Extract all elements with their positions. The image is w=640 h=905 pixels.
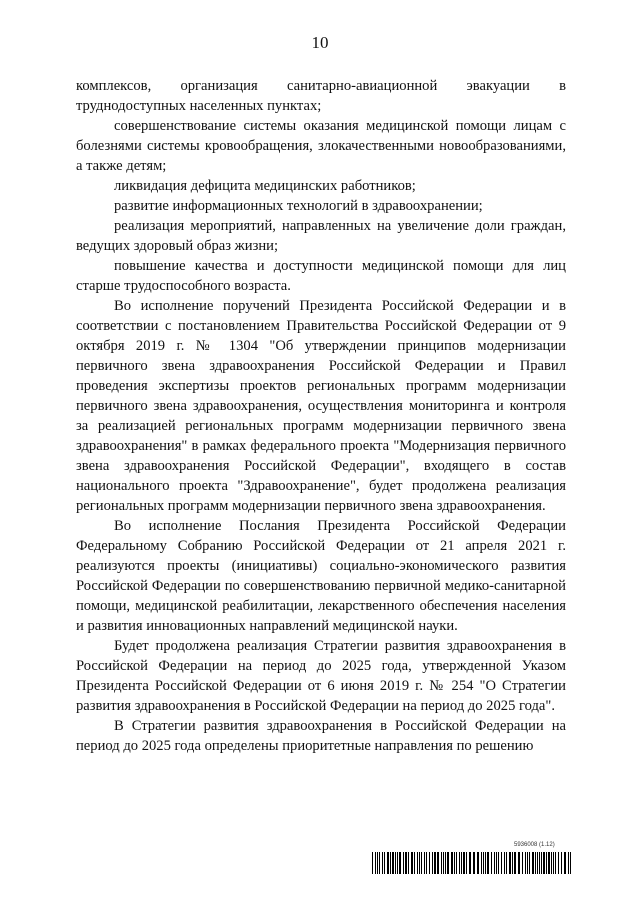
page-number: 10	[311, 33, 329, 52]
paragraph: развитие информационных технологий в здравоохранении;	[114, 198, 483, 214]
paragraph: ликвидация дефицита медицинских работников;	[114, 178, 416, 194]
barcode-label: 5936008 (1.12)	[514, 842, 555, 848]
paragraph: Во исполнение Послания Президента Российской Федерации Федеральному Собранию Российской Федерации от 21 апреля 2021 г. реализуются проекты (инициативы) социально-экономического развития Российской Федерации по совершенствованию первичной медико-санитарной помощи, медицинской реабилитации, лекарственного обеспечения населения и развития инновационных направлений медицинской науки.	[76, 518, 566, 634]
paragraph: реализация мероприятий, направленных на увеличение доли граждан, ведущих здоровый образ жизни;	[76, 218, 566, 254]
paragraph: Будет продолжена реализация Стратегии развития здравоохранения в Российской Федерации на период до 2025 года, утвержденной Указом Президента Российской Федерации от 6 июня 2019 г. № 254 "О Стратегии развития здравоохранения в Российской Федерации на период до 2025 года".	[76, 638, 566, 714]
barcode-image	[372, 852, 572, 874]
paragraph: совершенствование системы оказания медицинской помощи лицам с болезнями системы кровообращения, злокачественными новообразованиями, а также детям;	[76, 118, 566, 174]
document-body	[76, 76, 566, 756]
paragraph: повышение качества и доступности медицинской помощи для лиц старше трудоспособного возраста.	[76, 258, 566, 294]
paragraph: В Стратегии развития здравоохранения в Российской Федерации на период до 2025 года определены приоритетные направления по решению	[76, 718, 566, 754]
paragraph: Во исполнение поручений Президента Российской Федерации и в соответствии с постановлением Правительства Российской Федерации от 9 октября 2019 г. № 1304 "Об утверждении принципов модернизации первичного звена здравоохранения Российской Федерации и Правил проведения экспертизы проектов региональных программ модернизации первичного звена здравоохранения, осуществления мониторинга и контроля за реализацией региональных программ модернизации первичного звена здравоохранения" в рамках федерального проекта "Модернизация первичного звена здравоохранения Российской Федерации", входящего в состав национального проекта "Здравоохранение", будет продолжена реализация региональных программ модернизации первичного звена здравоохранения.	[76, 298, 566, 514]
paragraph: комплексов, организация санитарно-авиационной эвакуации в труднодоступных населенных пунктах;	[76, 78, 566, 114]
